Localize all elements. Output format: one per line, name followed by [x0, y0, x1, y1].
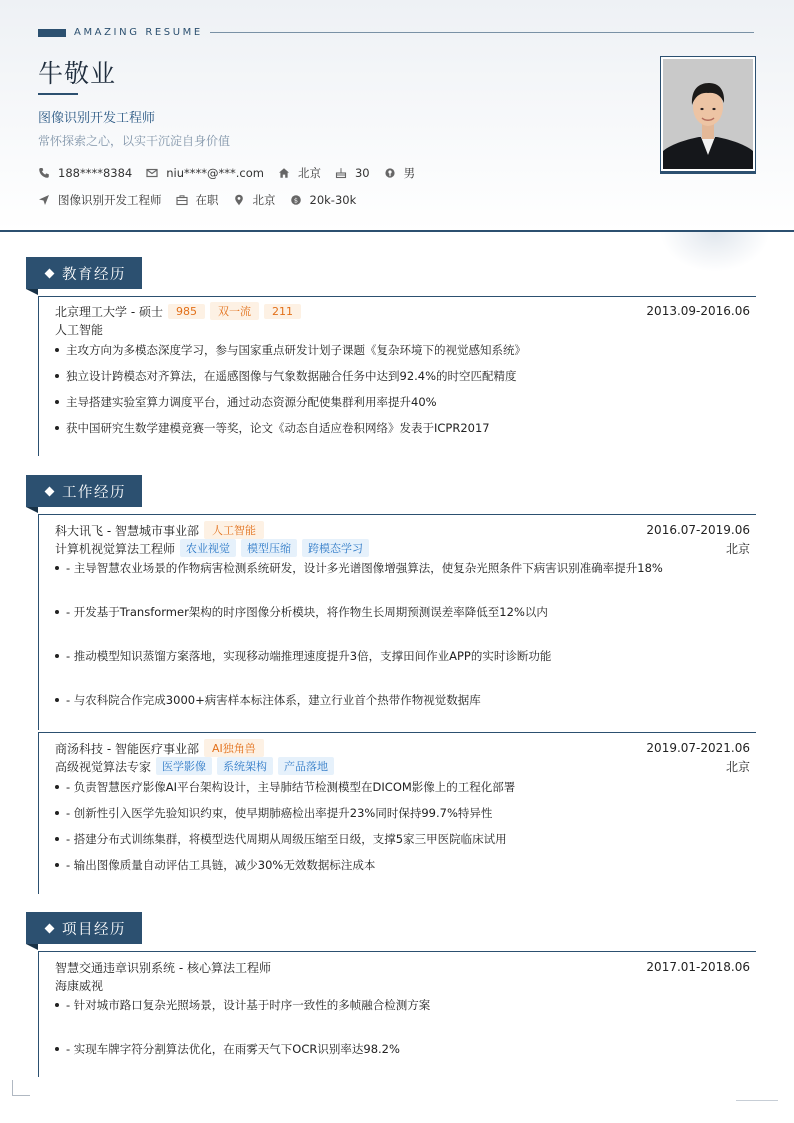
list-item	[55, 559, 663, 577]
job-title: 图像识别开发工程师	[38, 111, 156, 126]
mail-icon	[146, 167, 158, 179]
bullet-dot	[55, 400, 59, 404]
svg-text:$: $	[293, 196, 298, 205]
section-vline	[38, 296, 39, 456]
info-status-text: 在职	[195, 193, 219, 207]
section-title-projects: 项目经历	[62, 921, 126, 938]
section-fold	[26, 507, 38, 513]
section-line	[38, 951, 756, 952]
skill-tag: 医学影像	[156, 757, 212, 775]
info-gender	[384, 165, 416, 181]
info-city	[233, 192, 276, 208]
bullet-dot	[55, 698, 59, 702]
bullet-text: - 开发基于Transformer架构的时序图像分析模块，将作物生长周期预测误差率降低至12%以内	[66, 605, 548, 619]
company-name: 商汤科技 - 智能医疗事业部	[55, 741, 199, 756]
job-company-line	[55, 739, 264, 757]
education-major: 人工智能	[55, 322, 104, 337]
job-city: 北京	[725, 759, 750, 774]
section-title-education: 教育经历	[62, 266, 126, 283]
bullet-dot	[55, 374, 59, 378]
info-intent	[38, 192, 162, 208]
info-row-personal	[38, 165, 429, 181]
money-icon	[290, 194, 302, 206]
diamond-icon	[45, 486, 55, 496]
diamond-icon	[45, 923, 55, 933]
project-org: 海康威视	[55, 978, 104, 993]
education-school-line	[55, 302, 301, 320]
info-home-text: 北京	[297, 166, 321, 180]
bullet-text: 主导搭建实验室算力调度平台，通过动态资源分配使集群利用率提升40%	[66, 395, 437, 409]
education-date: 2013.09-2016.06	[646, 304, 750, 318]
section-header-projects	[26, 912, 142, 944]
bullet-text: - 负责智慧医疗影像AI平台架构设计，主导肺结节检测模型在DICOM影像上的工程化部署	[66, 780, 516, 794]
section-header-work	[26, 475, 142, 507]
motto: 常怀探索之心，以实干沉淀自身价值	[38, 134, 231, 148]
job-city: 北京	[725, 541, 750, 556]
job-date: 2019.07-2021.06	[646, 741, 750, 755]
bullet-dot	[55, 863, 59, 867]
project-date: 2017.01-2018.06	[646, 960, 750, 974]
info-phone	[38, 166, 132, 180]
name-underline	[38, 93, 78, 95]
section-line	[38, 296, 756, 297]
tag-985: 985	[168, 304, 205, 319]
location-pin-icon	[233, 194, 245, 206]
brand-bar	[38, 29, 66, 37]
section-header-education	[26, 257, 142, 289]
brand-text: AMAZING RESUME	[74, 27, 203, 38]
bullet-dot	[55, 785, 59, 789]
candidate-name: 牛敬业	[38, 59, 117, 88]
job-position: 计算机视觉算法工程师	[55, 541, 176, 556]
list-item	[55, 419, 490, 437]
info-city-text: 北京	[252, 193, 276, 207]
briefcase-icon	[176, 194, 188, 206]
section-fold	[26, 944, 38, 950]
company-name: 科大讯飞 - 智慧城市事业部	[55, 523, 199, 538]
bullet-text: 主攻方向为多模态深度学习，参与国家重点研发计划子课题《复杂环境下的视觉感知系统》	[66, 343, 526, 357]
list-item	[55, 1040, 400, 1058]
section-vline	[38, 951, 39, 1077]
section-vline	[38, 514, 39, 730]
skill-tag: 农业视觉	[180, 539, 236, 557]
bullet-text: - 推动模型知识蒸馏方案落地，实现移动端推理速度提升3倍，支撑田间作业APP的实时诊断功能	[66, 649, 552, 663]
photo-frame-accent	[660, 171, 756, 174]
bullet-dot	[55, 566, 59, 570]
bullet-dot	[55, 1003, 59, 1007]
school-name: 北京理工大学 - 硕士	[55, 304, 163, 319]
skill-tag: 产品落地	[278, 757, 334, 775]
info-salary	[290, 193, 357, 207]
list-item	[55, 393, 437, 411]
job-company-line	[55, 521, 264, 539]
bullet-dot	[55, 811, 59, 815]
project-name: 智慧交通违章识别系统 - 核心算法工程师	[55, 960, 271, 975]
job-position: 高级视觉算法专家	[55, 759, 152, 774]
bullet-dot	[55, 610, 59, 614]
profile-photo	[663, 59, 753, 169]
job-position-line	[55, 539, 369, 557]
skill-tag: 系统架构	[217, 757, 273, 775]
bullet-text: - 实现车牌字符分割算法优化，在雨雾天气下OCR识别率达98.2%	[66, 1042, 400, 1056]
home-icon	[278, 167, 290, 179]
list-item	[55, 603, 548, 621]
gender-icon	[384, 167, 396, 179]
bullet-text: - 与农科院合作完成3000+病害样本标注体系，建立行业首个热带作物视觉数据库	[66, 693, 481, 707]
decorative-shadow	[660, 232, 770, 272]
bullet-dot	[55, 426, 59, 430]
section-vline	[38, 732, 39, 894]
section-fold	[26, 289, 38, 295]
diamond-icon	[45, 268, 55, 278]
skill-tag: 跨模态学习	[302, 539, 369, 557]
company-tag: AI独角兽	[204, 739, 264, 757]
list-item	[55, 647, 551, 665]
info-email	[146, 166, 264, 180]
bullet-dot	[55, 1047, 59, 1051]
info-home	[278, 165, 321, 181]
list-item	[55, 830, 507, 848]
company-tag: 人工智能	[204, 521, 264, 539]
bullet-text: 独立设计跨模态对齐算法，在遥感图像与气象数据融合任务中达到92.4%的时空匹配精度	[66, 369, 517, 383]
info-phone-text: 188****8384	[58, 166, 133, 180]
info-age-text: 30	[354, 166, 370, 180]
list-item	[55, 996, 430, 1014]
brand-line	[210, 32, 754, 33]
page-corner-mark	[12, 1080, 30, 1096]
bullet-text: - 创新性引入医学先验知识约束，使早期肺癌检出率提升23%同时保持99.7%特异性	[66, 806, 493, 820]
info-status	[176, 192, 219, 208]
bullet-dot	[55, 654, 59, 658]
info-gender-text: 男	[403, 166, 416, 180]
section-title-work: 工作经历	[62, 484, 126, 501]
bullet-dot	[55, 348, 59, 352]
list-item	[55, 691, 481, 709]
cake-icon	[335, 167, 347, 179]
section-line	[38, 514, 756, 515]
info-email-text: niu****@***.com	[166, 166, 264, 180]
list-item	[55, 778, 515, 796]
tag-211: 211	[264, 304, 301, 319]
list-item	[55, 856, 375, 874]
bullet-text: - 主导智慧农业场景的作物病害检测系统研发，设计多光谱图像增强算法，使复杂光照条件下病害识别准确率提升18%	[66, 561, 663, 575]
job-position-line	[55, 757, 334, 775]
bullet-text: - 搭建分布式训练集群，将模型迭代周期从周级压缩至日级，支撑5家三甲医院临床试用	[66, 832, 507, 846]
list-item	[55, 804, 492, 822]
job-divider	[38, 732, 756, 733]
info-age	[335, 166, 370, 180]
portrait-image	[663, 59, 753, 169]
info-row-job	[38, 192, 370, 208]
send-icon	[38, 194, 50, 206]
info-salary-text: 20k-30k	[309, 193, 357, 207]
bullet-text: 获中国研究生数学建模竞赛一等奖，论文《动态自适应卷积网络》发表于ICPR2017	[66, 421, 490, 435]
bullet-dot	[55, 837, 59, 841]
list-item	[55, 341, 526, 359]
list-item	[55, 367, 517, 385]
info-intent-text: 图像识别开发工程师	[58, 193, 162, 207]
bullet-text: - 针对城市路口复杂光照场景，设计基于时序一致性的多帧融合检测方案	[66, 998, 431, 1012]
bullet-text: - 输出图像质量自动评估工具链，减少30%无效数据标注成本	[66, 858, 376, 872]
page-corner-line	[736, 1100, 778, 1101]
phone-icon	[38, 167, 50, 179]
tag-double-first: 双一流	[210, 302, 259, 320]
skill-tag: 模型压缩	[241, 539, 297, 557]
job-date: 2016.07-2019.06	[646, 523, 750, 537]
